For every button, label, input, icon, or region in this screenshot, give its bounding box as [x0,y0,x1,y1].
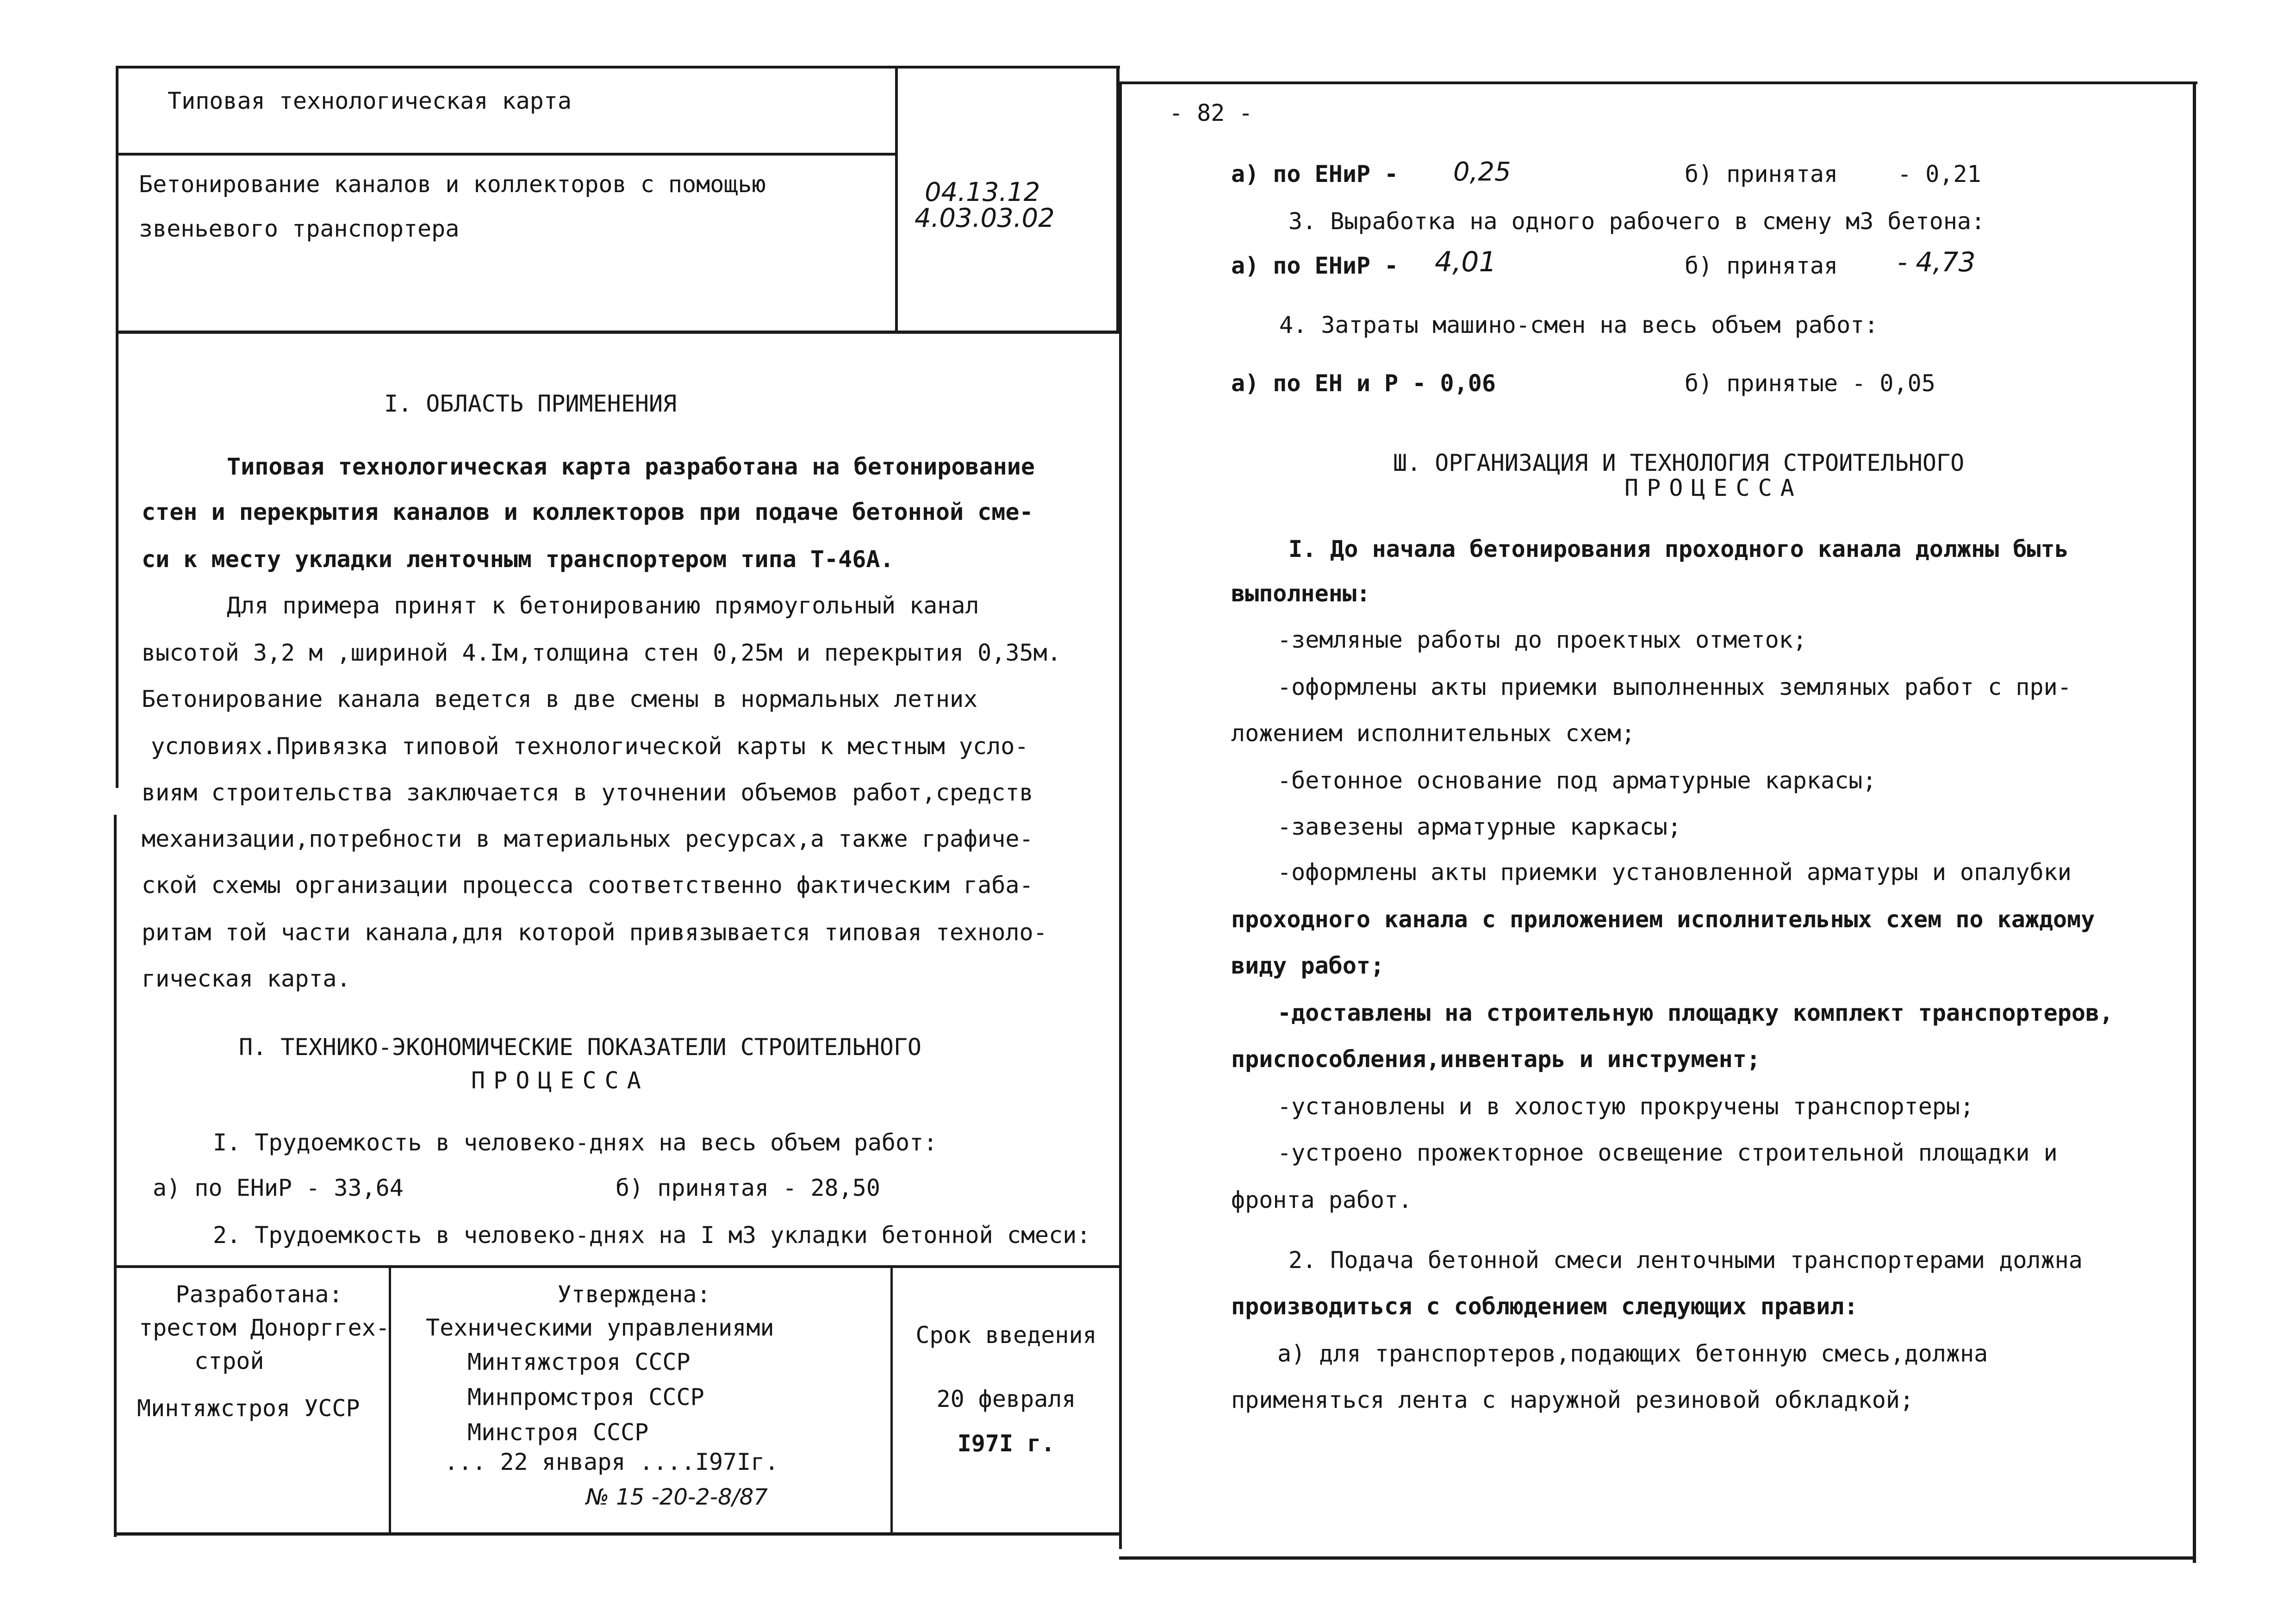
row1-a-value: 0,25 [1453,157,1511,187]
developed-line: строй [194,1348,264,1374]
effective-label: Срок введения [915,1322,1097,1349]
title-code-divider [895,66,898,333]
section3-line: виду работ; [1231,952,1385,979]
section1-line: ской схемы организации процесса соответственно фактическим габа- [142,872,1033,899]
section1-line: условиях.Привязка типовой технологической карты к местным усло- [151,733,1029,760]
row1-b-value: - 0,21 [1898,161,1981,187]
developed-line: Минтяжстроя УССР [137,1395,360,1422]
title-block-header: Типовая технологическая карта [168,87,572,114]
right-frame-right [2193,81,2196,1563]
section3-line: 2. Подача бетонной смеси ленточными транспортерами должна [1288,1247,2083,1274]
approved-number: № 15 -20-2-8/87 [586,1484,768,1510]
row3-b-label: б) принятая [1685,252,1838,279]
footer-top [116,1265,1120,1268]
approved-line: Минпромстроя СССР [467,1384,704,1411]
indicator-item-1-b: б) принятая - 28,50 [616,1174,880,1201]
approved-line: Минтяжстроя СССР [467,1349,691,1375]
title-line-1: Бетонирование каналов и коллекторов с помощью [139,171,766,198]
section3-heading-line-1: Ш. ОРГАНИЗАЦИЯ И ТЕХНОЛОГИЯ СТРОИТЕЛЬНОГО [1393,450,1965,476]
row1-a-label: а) по ЕНиР - [1231,161,1399,187]
section3-line: -устроено прожекторное освещение строительной площадки и [1277,1139,2058,1166]
section1-line: Для примера принят к бетонированию прямоугольный канал [227,592,979,619]
footer-div2 [890,1265,893,1534]
section3-line: -завезены арматурные каркасы; [1277,813,1681,840]
section1-line: высотой 3,2 м ,шириной 4.Iм,толщина стен 0,25м и перекрытия 0,35м. [142,639,1061,666]
developed-line: трестом Донорггех- [139,1314,390,1341]
section3-line: выполнены: [1231,580,1371,607]
frame-top-left [116,66,1120,69]
section1-heading: I. ОБЛАСТЬ ПРИМЕНЕНИЯ [384,390,677,417]
indicator-item-3: 3. Выработка на одного рабочего в смену м3 бетона: [1288,208,1985,235]
section3-line: а) для транспортеров,подающих бетонную смесь,должна [1277,1340,1988,1367]
section3-line: ложением исполнительных схем; [1231,720,1635,747]
developed-label: Разработана: [175,1281,343,1308]
code-line-1: 04.13.12 [925,177,1040,207]
section3-line: -установлены и в холостую прокручены транспортеры; [1277,1093,1974,1120]
indicator-item-2: 2. Трудоемкость в человеко-днях на I м3 укладки бетонной смеси: [213,1222,1091,1249]
section1-line: виям строительства заключается в уточнении объемов работ,средств [142,779,1033,806]
section2-heading-line-1: П. ТЕХНИКО-ЭКОНОМИЧЕСКИЕ ПОКАЗАТЕЛИ СТРОИТЕЛЬНОГО [239,1034,922,1061]
effective-date: 20 февраля [936,1386,1076,1412]
section3-line: производиться с соблюдением следующих правил: [1231,1293,1858,1320]
right-frame-top [1119,81,2197,84]
section1-line: стен и перекрытия каналов и коллекторов при подаче бетонной сме- [142,499,1033,525]
indicator-item-1-a: а) по ЕНиР - 33,64 [153,1174,404,1201]
section3-line: проходного канала с приложением исполнительных схем по каждому [1231,906,2095,933]
section3-line: применяться лента с наружной резиновой обкладкой; [1231,1387,1914,1413]
title-block-bottom [116,331,1120,334]
approved-date: ... 22 января ....I97Iг. [444,1449,779,1475]
frame-left-edge-lower [114,815,117,1537]
section3-line: -доставлены на строительную площадку комплект транспортеров, [1277,999,2114,1026]
right-frame-bottom [1119,1556,2196,1560]
section1-line: гическая карта. [142,965,351,992]
indicator-item-4: 4. Затраты машино-смен на весь объем работ: [1279,312,1879,338]
section3-line: I. До начала бетонирования проходного канала должны быть [1288,536,2069,562]
section2-heading-line-2: ПРОЦЕССА [471,1067,649,1094]
title-divider [116,153,898,156]
row3-a-value: 4,01 [1435,246,1497,278]
row3-b-value: - 4,73 [1898,246,1976,278]
footer-bottom [116,1532,1120,1536]
effective-year: I97I г. [957,1430,1055,1457]
section3-heading-line-2: ПРОЦЕССА [1624,475,1803,501]
title-line-2: звеньевого транспортера [139,215,460,242]
indicator-item-1: I. Трудоемкость в человеко-днях на весь объем работ: [213,1129,938,1156]
row4-a: а) по ЕН и Р - 0,06 [1231,370,1496,397]
section3-line: -оформлены акты приемки установленной арматуры и опалубки [1277,859,2072,886]
section3-line: -земляные работы до проектных отметок; [1277,626,1807,653]
approved-line: Техническими управлениями [426,1314,774,1341]
section1-line: ритам той части канала,для которой привязывается типовая техноло- [142,919,1047,946]
frame-left-edge [116,66,118,788]
section1-line: Бетонирование канала ведется в две смены в нормальных летних [142,686,978,712]
section1-line: механизации,потребности в материальных ресурсах,а также графиче- [142,825,1033,852]
code-line-2: 4.03.03.02 [915,203,1055,233]
section1-line: Типовая технологическая карта разработана на бетонирование [227,453,1035,480]
approved-line: Минстроя СССР [467,1419,649,1446]
footer-div1 [389,1265,391,1534]
section1-line: си к месту укладки ленточным транспортером типа Т-46А. [142,546,894,573]
row4-b: б) принятые - 0,05 [1685,370,1935,397]
center-divider [1119,81,1122,1549]
section3-line: -бетонное основание под арматурные каркасы; [1277,767,1877,794]
row1-b-label: б) принятая [1685,161,1838,187]
approved-label: Утверждена: [557,1281,711,1308]
section3-line: -оформлены акты приемки выполненных земляных работ с при- [1277,674,2072,700]
section3-line: фронта работ. [1231,1187,1412,1213]
row3-a-label: а) по ЕНиР - [1231,252,1399,279]
section3-line: приспособления,инвентарь и инструмент; [1231,1046,1761,1073]
page-number: - 82 - [1169,100,1253,126]
